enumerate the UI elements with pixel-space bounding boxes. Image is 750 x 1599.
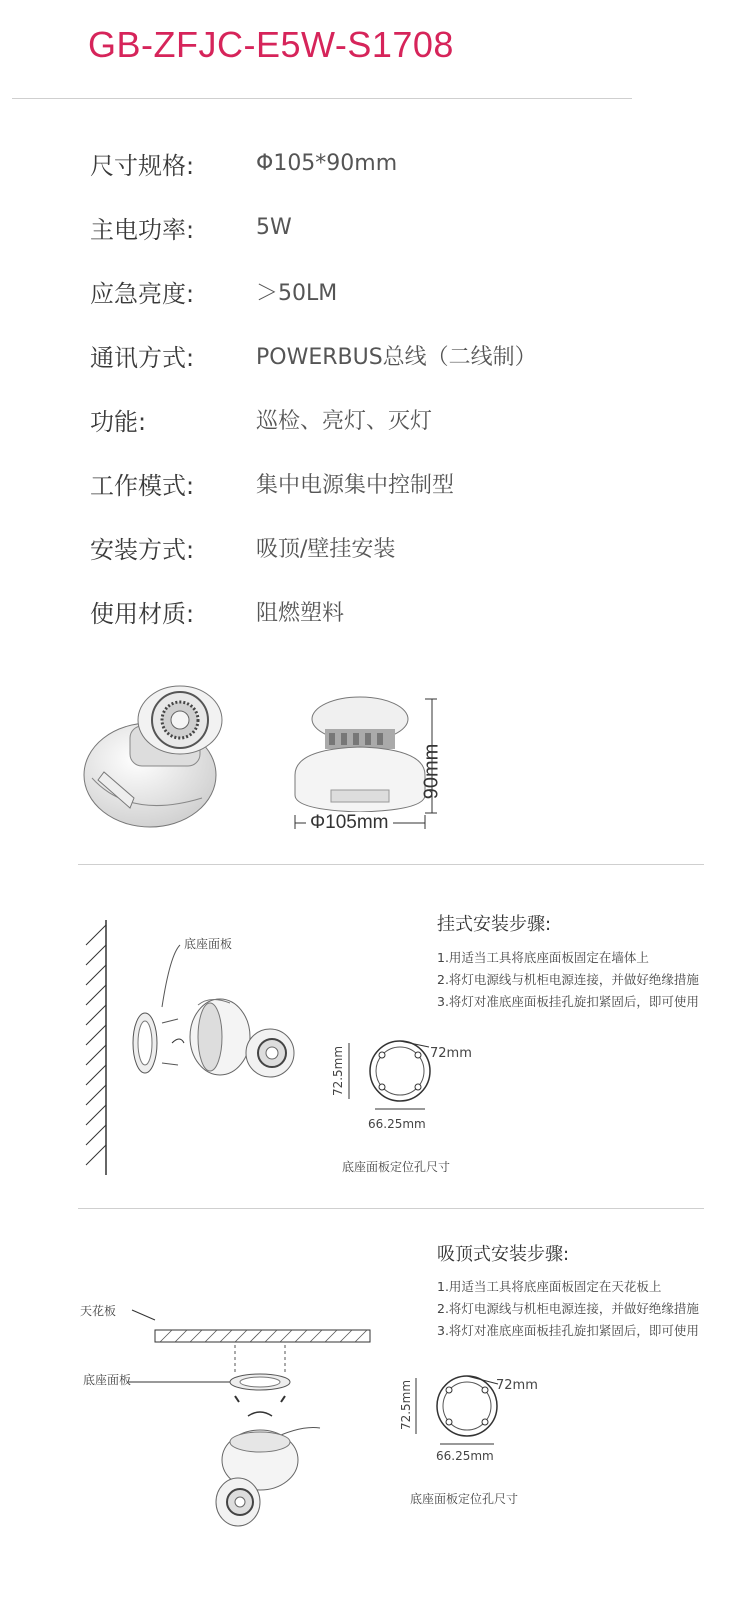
spec-row-brightness [90, 271, 710, 311]
wall-base-hole-diagram [345, 1025, 455, 1115]
spec-value: POWERBUS总线（二线制） [256, 344, 537, 370]
spec-label: 主电功率: [90, 215, 195, 244]
header-divider [12, 98, 632, 99]
spec-label: 尺寸规格: [90, 151, 195, 180]
ceiling-hole-caption: 底座面板定位孔尺寸 [410, 1492, 519, 1506]
spec-value: 集中电源集中控制型 [256, 472, 455, 498]
ceiling-dim-72: 72mm [496, 1378, 538, 1393]
wall-install-step: 1.用适当工具将底座面板固定在墙体上 [437, 950, 649, 965]
spec-label: 安装方式: [90, 535, 195, 564]
wall-install-step: 3.将灯对准底座面板挂孔旋扣紧固后，即可使用 [437, 994, 699, 1009]
spec-label: 使用材质: [90, 599, 195, 628]
ceiling-install-diagram [80, 1290, 380, 1540]
spec-value: 5W [256, 214, 292, 240]
spec-value: 阻燃塑料 [256, 600, 345, 626]
spec-row-material [90, 591, 710, 631]
ceiling-install-step: 2.将灯电源线与机柜电源连接，并做好绝缘措施 [437, 1301, 699, 1316]
section-divider [78, 864, 704, 865]
wall-install-title: 挂式安装步骤: [437, 914, 552, 935]
spec-row-size [90, 143, 710, 183]
spec-row-power [90, 207, 710, 247]
ceiling-install-title: 吸顶式安装步骤: [437, 1244, 570, 1265]
ceiling-dim-6625: 66.25mm [436, 1449, 494, 1463]
ceiling-label: 天花板 [80, 1304, 117, 1318]
spec-value: 巡检、亮灯、灭灯 [256, 408, 433, 434]
dimension-height-label: 90mm [420, 743, 443, 800]
spec-value: 吸顶/壁挂安装 [256, 536, 396, 562]
spec-value: ＞50LM [256, 280, 338, 306]
ceiling-install-step: 1.用适当工具将底座面板固定在天花板上 [437, 1279, 662, 1294]
spec-value: Φ105*90mm [256, 150, 398, 176]
wall-dim-725: 72.5mm [331, 1045, 346, 1097]
ceiling-base-panel-label: 底座面板 [83, 1373, 132, 1387]
wall-dim-6625: 66.25mm [368, 1117, 426, 1131]
product-perspective-image [70, 680, 230, 830]
wall-base-panel-label: 底座面板 [184, 937, 233, 951]
spec-label: 工作模式: [90, 471, 195, 500]
product-model-title: GB-ZFJC-E5W-S1708 [88, 24, 454, 65]
wall-dim-72: 72mm [430, 1046, 472, 1061]
spec-label: 通讯方式: [90, 343, 195, 372]
spec-row-function [90, 399, 710, 439]
wall-hole-caption: 底座面板定位孔尺寸 [342, 1160, 451, 1174]
ceiling-dim-725: 72.5mm [399, 1379, 414, 1431]
spec-row-mode [90, 463, 710, 503]
spec-label: 功能: [90, 407, 147, 436]
spec-label: 应急亮度: [90, 279, 195, 308]
section-divider [78, 1208, 704, 1209]
ceiling-install-step: 3.将灯对准底座面板挂孔旋扣紧固后，即可使用 [437, 1323, 699, 1338]
spec-row-communication [90, 335, 710, 375]
dimension-diameter-label: Φ105mm [306, 812, 393, 834]
spec-row-install [90, 527, 710, 567]
wall-install-step: 2.将灯电源线与机柜电源连接，并做好绝缘措施 [437, 972, 699, 987]
wall-install-diagram [80, 915, 320, 1180]
ceiling-base-hole-diagram [412, 1362, 522, 1452]
